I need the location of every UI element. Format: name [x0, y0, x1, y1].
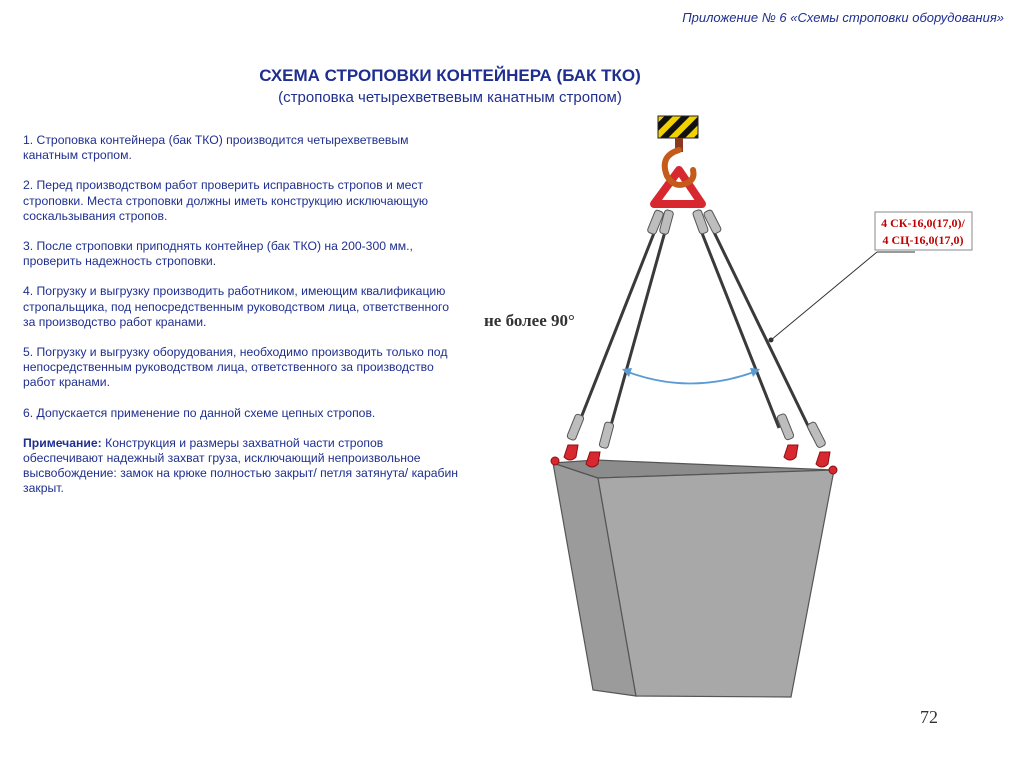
instruction-item-6: 6. Допускается применение по данной схеме цепных стропов.: [23, 405, 376, 420]
page-number: 72: [920, 707, 938, 727]
instruction-item-3: 3. После строповки приподнять контейнер (бак ТКО) на 200-300 мм., проверить надежность строповки.: [23, 239, 413, 269]
lug-right: [829, 466, 837, 474]
lower-ferrules: [566, 413, 826, 449]
instruction-item-1: 1. Строповка контейнера (бак ТКО) производится четырехветвевым канатным стропом.: [23, 133, 409, 163]
note-text: Конструкция и размеры захватной части стропов обеспечивают надежный захват груза, исключающий непроизвольное высвобождение: замок на крюке полностью закрыт/ петля затянута/ карабин закрыт.: [23, 435, 459, 496]
note-label: Примечание:: [23, 435, 102, 450]
rope-right-inner: [700, 228, 779, 428]
sling-ropes: [577, 228, 813, 436]
page-title: СХЕМА СТРОПОВКИ КОНТЕЙНЕРА (БАК ТКО): [259, 66, 641, 85]
hook-left-inner: [586, 452, 600, 467]
rope-left-outer: [577, 228, 656, 428]
rope-left-inner: [608, 228, 666, 436]
instruction-item-5: 5. Погрузку и выгрузку оборудования, необходимо производить только под непосредственным руководством лица, ответственного за производство работ кранами.: [23, 345, 448, 390]
angle-arc: [628, 372, 754, 384]
appendix-header: Приложение № 6 «Схемы строповки оборудования»: [682, 10, 1004, 25]
hook-right-inner: [784, 445, 798, 460]
sling-label-line2: 4 СЦ-16,0(17,0): [882, 233, 964, 247]
upper-ferrules: [647, 209, 722, 235]
hook-left-outer: [564, 445, 578, 460]
angle-label: не более 90°: [484, 311, 575, 330]
sling-label-line1: 4 СК-16,0(17,0)/: [881, 216, 965, 230]
callout-dot: [769, 338, 774, 343]
hook-right-outer: [816, 452, 830, 467]
instruction-item-4: 4. Погрузку и выгрузку производить работником, имеющим квалификацию стропальщика, под непосредственным руководством лица, ответственного за производство работ кранами.: [23, 284, 450, 329]
instruction-item-2: 2. Перед производством работ проверить исправность стропов и мест строповки. Места строповки должны иметь конструкцию исключающую соскальзывания стропов.: [23, 178, 429, 223]
lug-left: [551, 457, 559, 465]
hook-block-icon: [658, 116, 698, 138]
page-subtitle: (строповка четырехветвевым канатным стропом): [278, 89, 622, 106]
container-front-panel: [598, 470, 834, 697]
rope-right-outer: [712, 228, 813, 436]
callout-leader: [771, 252, 877, 340]
